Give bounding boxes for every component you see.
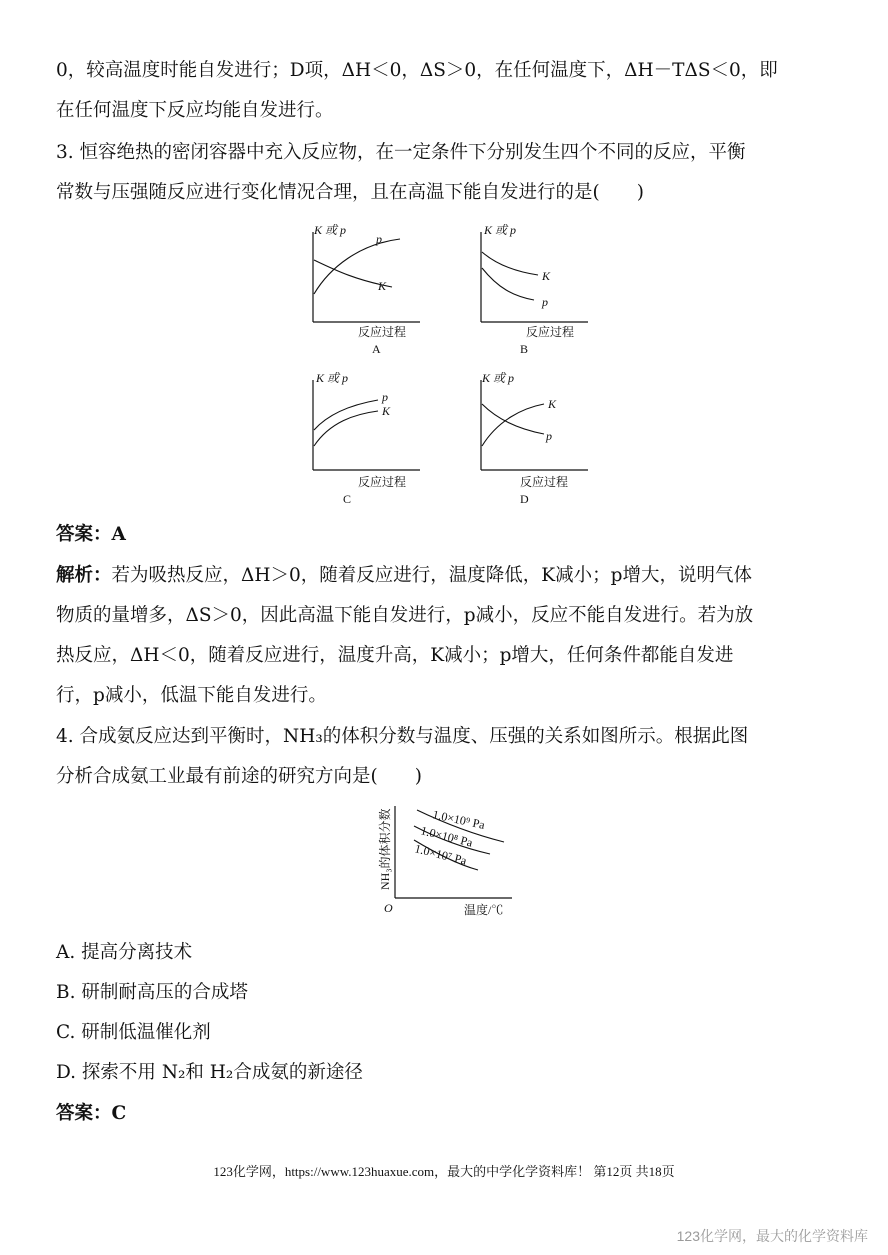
q3-answer-label: 答案：	[56, 524, 112, 545]
fig-c-caption: C	[343, 492, 352, 506]
fig-a-xlabel: 反应过程	[358, 325, 407, 339]
q3-figure-b	[468, 222, 638, 360]
fig-a-top-label: p	[376, 232, 382, 246]
q4-answer-value: C	[111, 1103, 127, 1124]
fig-c-curve-k	[314, 411, 378, 446]
fig-b-curve-k	[482, 252, 538, 275]
q4-curve-label-2: 1.0×10⁸ Pa	[419, 823, 475, 850]
fig-d-caption: D	[520, 492, 529, 506]
q4-curve-label-3: 1.0×10⁷ Pa	[413, 841, 469, 868]
q4-answer-label: 答案：	[56, 1103, 112, 1124]
fig-d-top-label: K	[548, 397, 557, 411]
fig-d-curve-p	[482, 404, 544, 434]
fig-b-caption: B	[520, 342, 529, 356]
fig-b-bottom-label: p	[542, 295, 548, 309]
fig-a-ylabel: K 或 p	[314, 223, 347, 237]
q4-xlabel: 温度/℃	[464, 903, 504, 917]
q3-stem-line-2: 常数与压强随反应进行变化情况合理，且在高温下能自发进行的是( )	[56, 182, 644, 203]
q3-figure-d	[468, 370, 638, 510]
prev-answer-line-2: 在任何温度下反应均能自发进行。	[56, 100, 334, 121]
fig-a-caption: A	[372, 342, 381, 356]
q4-stem-line-2: 分析合成氨工业最有前途的研究方向是( )	[56, 766, 422, 787]
fig-c-bottom-label: K	[382, 404, 391, 418]
prev-answer-line-1: 0，较高温度时能自发进行；D项，ΔH＜0，ΔS＞0，在任何温度下，ΔH－TΔS＜0，即	[56, 60, 778, 81]
fig-b-xlabel: 反应过程	[526, 325, 575, 339]
q3-answer	[56, 520, 126, 546]
q3-stem-line-1: 3. 恒容绝热的密闭容器中充入反应物，在一定条件下分别发生四个不同的反应，平衡	[56, 142, 746, 163]
q3-analysis-line-4: 行，p减小，低温下能自发进行。	[56, 685, 327, 706]
q3-figure-a	[300, 222, 470, 360]
q4-curve-label-1: 1.0×10⁹ Pa	[431, 807, 487, 832]
fig-c-curve-p	[314, 400, 378, 430]
q4-option-d: D. 探索不用 N₂和 H₂合成氨的新途径	[56, 1062, 363, 1083]
fig-d-xlabel: 反应过程	[520, 475, 569, 489]
q3-figure-c	[300, 370, 470, 510]
q3-analysis-line-1	[56, 561, 752, 587]
fig-c-ylabel: K 或 p	[316, 371, 349, 385]
q4-answer	[56, 1099, 126, 1125]
fig-d-bottom-label: p	[546, 429, 552, 443]
q3-analysis-label: 解析：	[56, 565, 112, 586]
q4-stem-line-1: 4. 合成氨反应达到平衡时，NH₃的体积分数与温度、压强的关系如图所示。根据此图	[56, 726, 749, 747]
q4-figure	[372, 800, 522, 920]
q4-option-b: B. 研制耐高压的合成塔	[56, 982, 248, 1003]
q4-ylabel: NH₃的体积分数	[378, 808, 392, 890]
fig-d-ylabel: K 或 p	[482, 371, 515, 385]
page-footer: 123化学网，https://www.123huaxue.com，最大的中学化学资料库！ 第12页 共18页	[213, 1164, 675, 1179]
fig-c-top-label: p	[382, 390, 388, 404]
q4-option-c: C. 研制低温催化剂	[56, 1022, 211, 1043]
fig-a-bottom-label: K	[378, 279, 387, 293]
q3-analysis-text-1: 若为吸热反应，ΔH＞0，随着反应进行，温度降低，K减小；p增大，说明气体	[111, 565, 752, 586]
fig-b-top-label: K	[542, 269, 551, 283]
q3-analysis-line-2: 物质的量增多，ΔS＞0，因此高温下能自发进行，p减小，反应不能自发进行。若为放	[56, 605, 754, 626]
fig-c-xlabel: 反应过程	[358, 475, 407, 489]
q3-analysis-line-3: 热反应，ΔH＜0，随着反应进行，温度升高，K减小；p增大，任何条件都能自发进	[56, 645, 734, 666]
q4-origin: O	[384, 901, 393, 915]
watermark: 123化学网，最大的化学资料库	[676, 1228, 868, 1244]
q3-answer-value: A	[111, 524, 126, 545]
q4-option-a: A. 提高分离技术	[56, 942, 193, 963]
fig-b-ylabel: K 或 p	[484, 223, 517, 237]
